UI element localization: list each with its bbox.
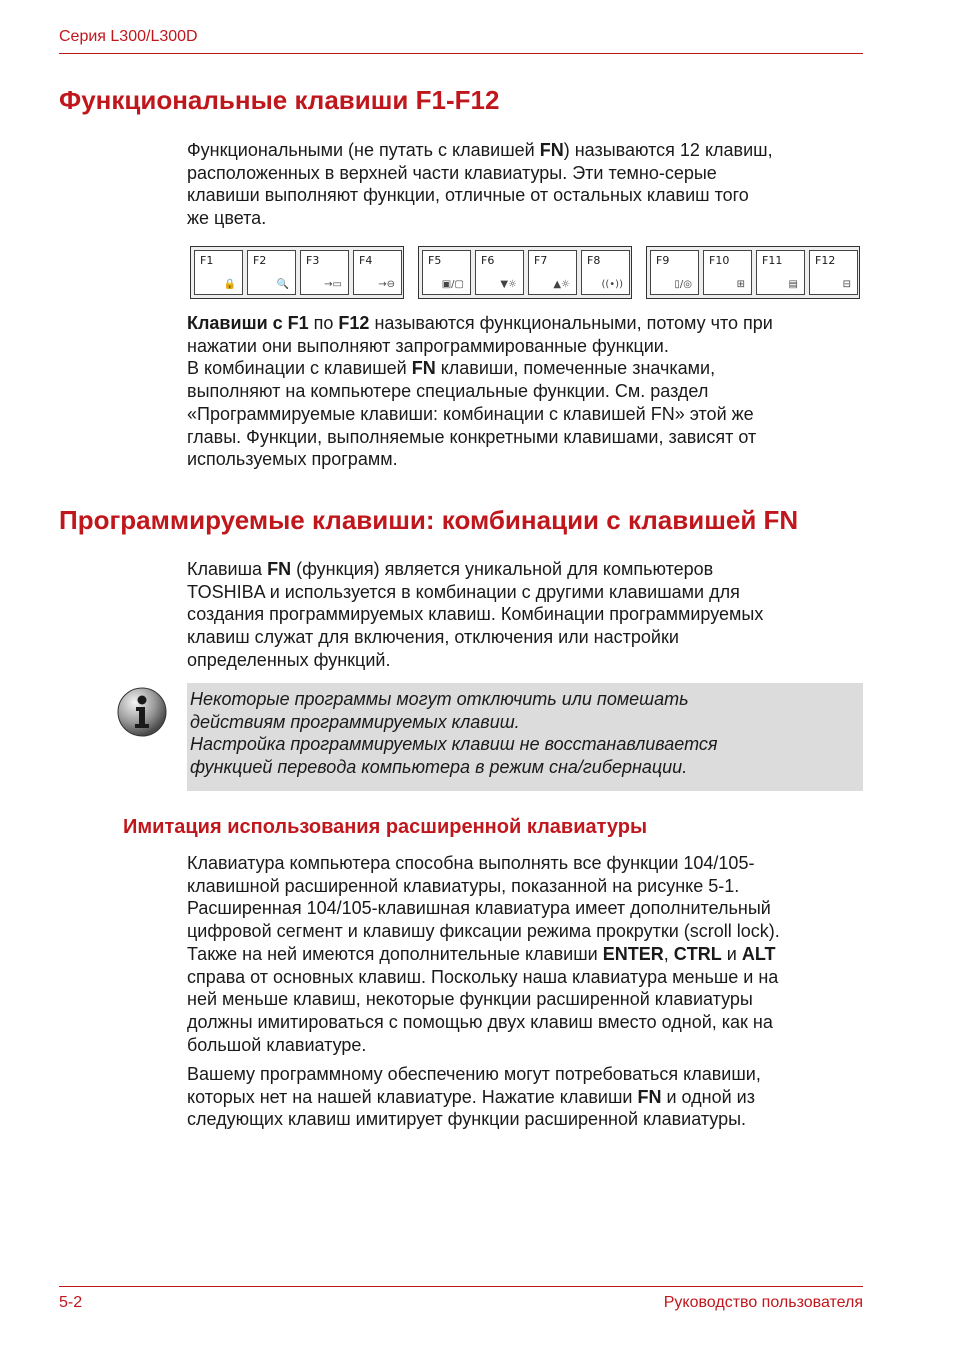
bold-term: ENTER [602,943,664,964]
key-function-icon: ⊞ [736,279,745,290]
text-line: главы. Функции, выполняемые конкретными клавишами, зависят от [187,426,757,447]
manual-title: Руководство пользователя [663,1294,863,1311]
text-line: следующих клавиш имитирует функции расширенной клавиатуры. [187,1109,747,1130]
function-key-f10 [703,250,752,295]
note-line: Некоторые программы могут отключить или помешать [190,689,689,709]
key-function-icon: ▤ [788,279,798,290]
section-title-programmable-keys: Программируемые клавиши: комбинации с клавишей FN [59,505,799,535]
bold-term: F12 [338,313,370,333]
key-function-icon: ▣/▢ [441,279,464,290]
note-line: Настройка программируемых клавиш не восстанавливается [190,734,718,755]
text-line: Расширенная 104/105-клавишная клавиатура имеет дополнительный [187,898,771,919]
subsection-title-extended-keyboard: Имитация использования расширенной клавиатуры [123,816,648,838]
text-line: TOSHIBA и используется в комбинации с другими клавишами для [187,581,740,602]
key-function-icon: 🔒 [223,279,236,290]
footer-rule [59,1286,863,1287]
text-line: «Программируемые клавиши: комбинации с клавишей FN» этой же [187,403,754,424]
text-line: справа от основных клавиш. Поскольку наша клавиатура меньше и на [187,966,779,987]
fkeys-body-paragraph [187,312,863,471]
text-line: большой клавиатуре. [187,1034,367,1055]
key-function-icon: →▭ [324,279,342,290]
text-line: Клавиши с F1 по F12 называются функциональными, потому что при [187,313,773,333]
section-title-function-keys: Функциональные клавиши F1-F12 [59,85,500,115]
note-line: функцией перевода компьютера в режим сна/гибернации. [190,757,688,778]
key-group [190,246,404,299]
key-function-icon: ▲☼ [553,279,570,290]
key-label: F6 [481,254,495,267]
text-line: расположенных в верхней части клавиатуры. Эти темно-серые [187,162,717,183]
function-key-f2 [247,250,296,295]
page-number: 5-2 [59,1294,83,1311]
text-line: нажатии они выполняют запрограммированные функции. [187,335,669,356]
info-icon [116,686,168,738]
key-label: F5 [428,254,442,267]
key-function-icon: ((•)) [601,279,623,290]
text-line: используемых программ. [187,449,398,470]
text-line: определенных функций. [187,649,391,670]
text-line: создания программируемых клавиш. Комбинации программируемых [187,604,764,625]
bold-term: Клавиши с F1 [187,313,309,333]
text-line: цифровой сегмент и клавишу фиксации режима прокрутки (scroll lock). [187,921,780,942]
series-title: Серия L300/L300D [59,28,198,45]
text-line: клавишной расширенной клавиатуры, показанной на рисунке 5-1. [187,875,740,896]
text-line: клавиши выполняют функции, отличные от остальных клавиш того [187,185,749,206]
bold-term: FN [637,1086,662,1107]
text-line: Функциональными (не путать с клавишей FN) называются 12 клавиш, [187,140,773,160]
function-key-f4 [353,250,402,295]
intro-paragraph [187,139,863,230]
function-key-f12 [809,250,858,295]
key-label: F7 [534,254,548,267]
text-line: клавиш служат для включения, отключения или настройки [187,627,679,648]
software-keys-paragraph [187,1063,863,1131]
text-line: выполняют на компьютере специальные функции. См. раздел [187,381,709,402]
key-group [646,246,860,299]
text-line: ней меньше клавиш, некоторые функции расширенной клавиатуры [187,989,753,1010]
bold-term: FN [539,140,564,160]
key-label: F2 [253,254,267,267]
text-line: Вашему программному обеспечению могут потребоваться клавиши, [187,1064,761,1084]
function-key-f9 [650,250,699,295]
key-label: F11 [762,254,783,267]
key-label: F9 [656,254,670,267]
function-key-f5 [422,250,471,295]
text-line: Клавиатура компьютера способна выполнять все функции 104/105- [187,853,755,873]
function-keys-illustration [190,246,860,299]
function-key-f7 [528,250,577,295]
bold-term: FN [411,358,436,379]
key-label: F8 [587,254,601,267]
key-label: F10 [709,254,730,267]
fn-intro-paragraph [187,558,863,672]
text-line: же цвета. [187,208,267,229]
key-function-icon: ▯/◎ [674,279,692,290]
key-function-icon: →⊖ [378,279,395,290]
key-label: F4 [359,254,373,267]
bold-term: FN [267,559,292,579]
header-rule [59,53,863,54]
text-line: Клавиша FN (функция) является уникальной для компьютеров [187,559,714,579]
function-key-f8 [581,250,630,295]
bold-term: ALT [741,943,776,964]
key-label: F12 [815,254,836,267]
function-key-f6 [475,250,524,295]
function-key-f3 [300,250,349,295]
note-line: действиям программируемых клавиш. [190,711,520,732]
note-text [190,688,860,779]
extended-keyboard-paragraph [187,852,863,1056]
text-line: которых нет на нашей клавиатуре. Нажатие клавиши FN и одной из [187,1086,755,1107]
key-function-icon: 🔍 [276,279,289,290]
function-key-f1 [194,250,243,295]
function-key-f11 [756,250,805,295]
text-line: В комбинации с клавишей FN клавиши, помеченные значками, [187,358,716,379]
key-function-icon: ▼☼ [500,279,517,290]
key-label: F1 [200,254,214,267]
key-function-icon: ⊟ [842,279,851,290]
bold-term: CTRL [673,943,722,964]
text-line: Также на ней имеются дополнительные клавиши ENTER, CTRL и ALT [187,943,776,964]
key-group [418,246,632,299]
key-label: F3 [306,254,320,267]
text-line: должны имитироваться с помощью двух клавиш вместо одной, как на [187,1011,773,1032]
